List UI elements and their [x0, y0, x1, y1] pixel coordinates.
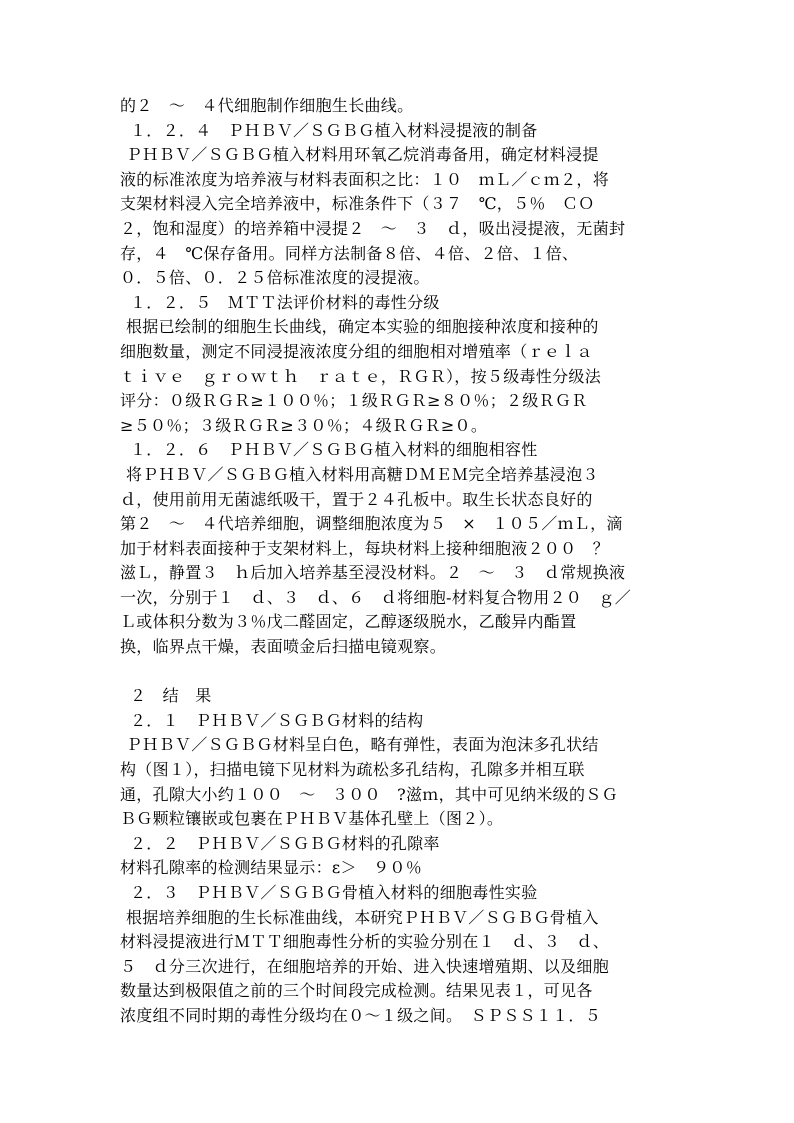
text-line: 评分：０级ＲＧＲ≥１００％；１级ＲＧＲ≥８０％；２级ＲＧＲ	[120, 391, 588, 411]
blank-line	[120, 660, 680, 685]
text-line: ２，饱和湿度）的培养箱中浸提２ ～ ３ ｄ，吸出浸提液，无菌封	[120, 218, 626, 238]
text-line: 换，临界点干燥，表面喷金后扫描电镜观察。	[120, 637, 447, 657]
document-page	[120, 94, 680, 1029]
text-line: 数量达到极限值之前的三个时间段完成检测。结果见表１，可见各	[120, 981, 593, 1001]
section-heading: １．２．４ ＰＨＢＶ／ＳＧＢＧ植入材料浸提液的制备	[130, 120, 538, 140]
text-line: 支架材料浸入完全培养液中，标准条件下（３７ ℃，５％ ＣＯ	[120, 194, 595, 214]
text-line: 加于材料表面接种于支架材料上，每块材料上接种细胞液２００ ？	[120, 538, 610, 558]
text-line: 的２ ～ ４代细胞制作细胞生长曲线。	[120, 96, 414, 115]
text-line: ｄ，使用前用无菌滤纸吸干，置于２４孔板中。取生长状态良好的	[120, 489, 593, 509]
text-line: 通，孔隙大小约１００ ～ ３００ ?滋ｍ，其中可见纳米级的ＳＧ	[120, 784, 618, 804]
section-heading: ２．３ ＰＨＢＶ／ＳＧＢＧ骨植入材料的细胞毒性实验	[130, 883, 538, 902]
text-line: 一次，分别于１ ｄ、３ ｄ、６ ｄ将细胞-材料复合物用２０ ｇ／	[120, 587, 632, 607]
text-line: 构（图１），扫描电镜下见材料为疏松多孔结构，孔隙多并相互联	[120, 760, 585, 780]
text-line: 材料孔隙率的检测结果显示：ε＞ ９０％	[120, 858, 422, 878]
section-heading: １．２．５ ＭＴＴ法评价材料的毒性分级	[130, 292, 440, 312]
section-heading: １．２．６ ＰＨＢＶ／ＳＧＢＧ植入材料的细胞相容性	[130, 440, 538, 460]
text-line: 浓度组不同时期的毒性分级均在０～１级之间。 ＳＰＳＳ１１．５	[120, 1005, 602, 1025]
text-line: ５ ｄ分三次进行，在细胞培养的开始、进入快速增殖期、以及细胞	[120, 956, 610, 976]
text-line: 材料浸提液进行ＭＴＴ细胞毒性分析的实验分别在１ ｄ、３ ｄ、	[120, 932, 610, 952]
text-line: ＢＧ颗粒镶嵌或包裹在ＰＨＢＶ基体孔壁上（图２）。	[120, 809, 504, 829]
text-line: ０．５倍、０．２５倍标准浓度的浸提液。	[120, 268, 430, 288]
text-line: 第２ ～ ４代培养细胞，调整细胞浓度为５ × １０５／ｍＬ，滴	[120, 514, 623, 534]
paragraph-first-line: ＰＨＢＶ／ＳＧＢＧ植入材料用环氧乙烷消毒备用，确定材料浸提	[126, 145, 599, 165]
text-line: Ｌ或体积分数为３％戊二醛固定，乙醇逐级脱水，乙酸异内酯置	[120, 612, 577, 632]
section-heading: ２．２ ＰＨＢＶ／ＳＧＢＧ材料的孔隙率	[130, 833, 440, 853]
text-line: ≥５０％；３级ＲＧＲ≥３０％；４级ＲＧＲ≥０。	[120, 415, 488, 435]
paragraph-first-line: 将ＰＨＢＶ／ＳＧＢＧ植入材料用高糖ＤＭＥＭ完全培养基浸泡３	[126, 464, 599, 484]
text-line: 存，４ ℃保存备用。同样方法制备８倍、４倍、２倍、１倍、	[120, 243, 579, 263]
text-line: 液的标准浓度为培养液与材料表面积之比：１０ ｍＬ／ｃｍ２，将	[120, 169, 610, 189]
paragraph-first-line: 根据培养细胞的生长标准曲线，本研究ＰＨＢＶ／ＳＧＢＧ骨植入	[126, 907, 599, 927]
paragraph-first-line: 根据已绘制的细胞生长曲线，确定本实验的细胞接种浓度和接种的	[126, 317, 599, 337]
section-heading: ２．１ ＰＨＢＶ／ＳＧＢＧ材料的结构	[130, 710, 424, 730]
text-line: 细胞数量，测定不同浸提液浓度分组的细胞相对增殖率（ｒｅｌａ	[120, 341, 593, 361]
chapter-heading: ２ 结 果	[130, 686, 212, 706]
paragraph-first-line: ＰＨＢＶ／ＳＧＢＧ材料呈白色，略有弹性，表面为泡沫多孔状结	[126, 735, 599, 755]
text-line: ｔｉｖｅ ｇｒｏｗｔｈ ｒａｔｅ，ＲＧＲ），按５级毒性分级法	[120, 366, 602, 386]
text-line: 滋Ｌ，静置３ ｈ后加入培养基至浸没材料。２ ～ ３ ｄ常规换液	[120, 563, 626, 583]
